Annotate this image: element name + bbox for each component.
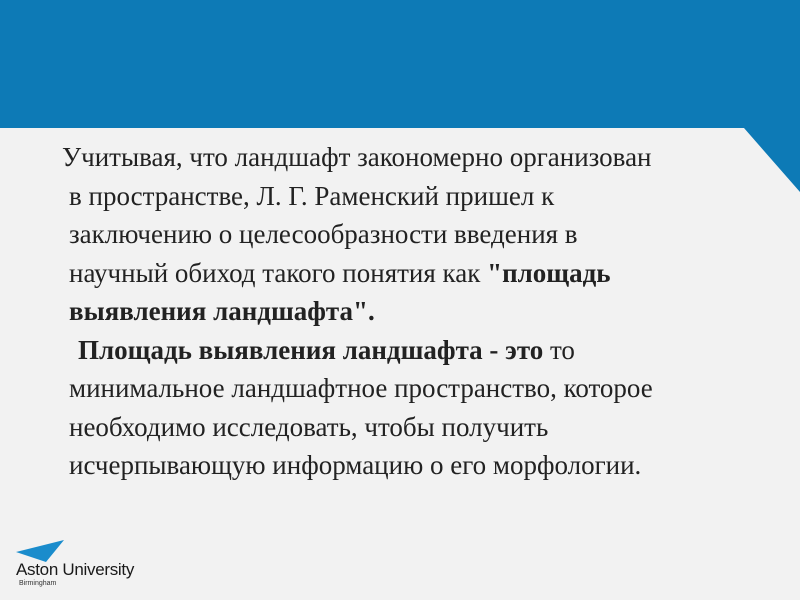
paragraph-2-line-1 (62, 331, 762, 370)
slide-body (62, 138, 762, 485)
definition-term: Площадь выявления ландшафта - это (78, 334, 544, 365)
paragraph-2-line-2: минимальное ландшафтное пространство, которое (69, 373, 653, 403)
paragraph-1-line-4-text: научный обиход такого понятия как (69, 257, 488, 288)
term-quote-end: выявления ландшафта". (69, 296, 375, 326)
paragraph-1-line-2: в пространстве, Л. Г. Раменский пришел к (69, 180, 555, 211)
paragraph-1-line-1: Учитывая, что ландшафт закономерно организован (62, 142, 652, 172)
paragraph-1-line-3: заключению о целесообразности введения в (69, 219, 578, 249)
paragraph-1 (62, 138, 762, 331)
aston-triangle-icon (16, 540, 66, 562)
term-quote-start: "площадь (487, 257, 611, 288)
paragraph-1-line-4 (62, 254, 762, 293)
paragraph-2-line-1-text: то (543, 334, 575, 365)
paragraph-2 (62, 331, 762, 485)
paragraph-2-line-4: исчерпывающую информацию о его морфологии. (69, 450, 642, 480)
logo-city: Birmingham (19, 580, 57, 587)
aston-university-logo (16, 540, 156, 592)
paragraph-2-line-3: необходимо исследовать, чтобы получить (69, 411, 549, 442)
logo-name: Aston University (16, 560, 135, 579)
